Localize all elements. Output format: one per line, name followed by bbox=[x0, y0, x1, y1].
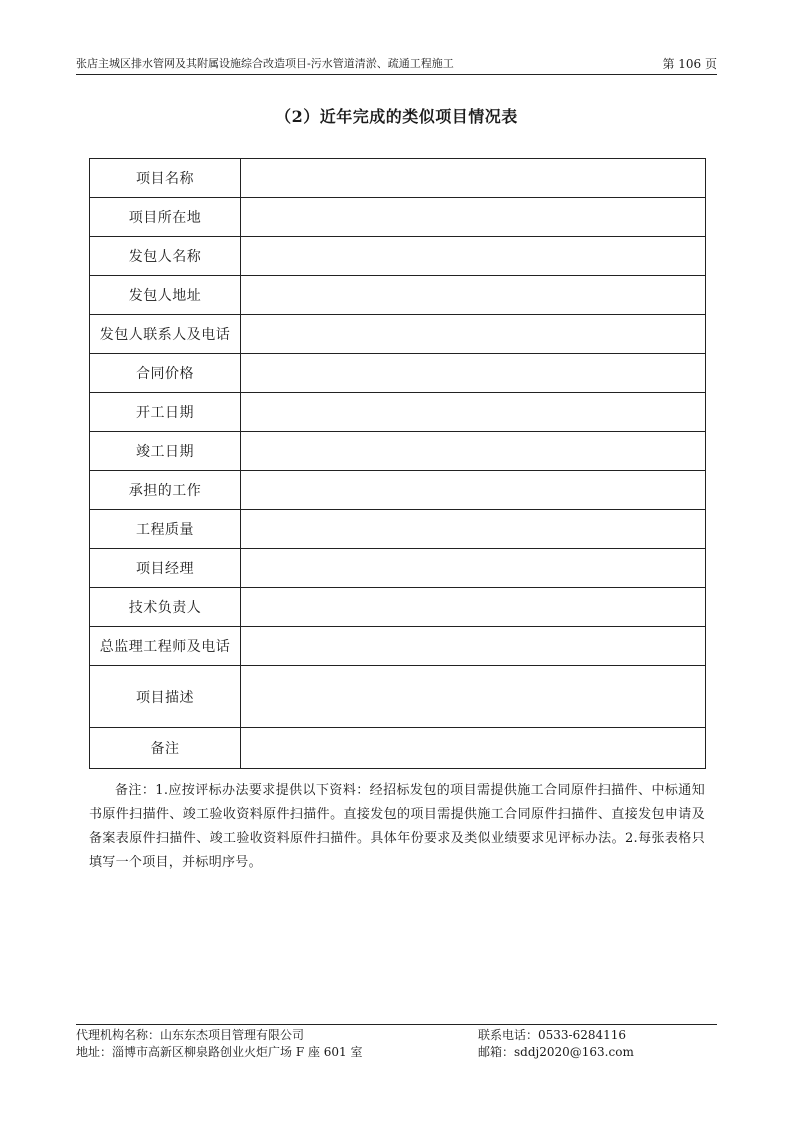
page-header bbox=[76, 56, 717, 75]
row-label-chief-supervisor: 总监理工程师及电话 bbox=[90, 627, 241, 666]
row-label-quality: 工程质量 bbox=[90, 510, 241, 549]
remarks-note: 备注：1.应按评标办法要求提供以下资料：经招标发包的项目需提供施工合同原件扫描件、中标通知书原件扫描件、竣工验收资料原件扫描件。直接发包的项目需提供施工合同原件扫描件、直接发包申请及备案表原件扫描件、竣工验收资料原件扫描件。具体年份要求及类似业绩要求见评标办法。2.每张表格只填写一个项目，并标明序号。 bbox=[89, 783, 705, 870]
document-title: （2）近年完成的类似项目情况表 bbox=[275, 107, 518, 126]
row-label-employer-name: 发包人名称 bbox=[90, 237, 241, 276]
footer-address: 地址：淄博市高新区柳泉路创业火炬广场 F 座 601 室 bbox=[76, 1045, 363, 1059]
row-label-project-manager: 项目经理 bbox=[90, 549, 241, 588]
row-label-technical-lead: 技术负责人 bbox=[90, 588, 241, 627]
table-row bbox=[90, 666, 706, 728]
table-row bbox=[90, 588, 706, 627]
footer-phone: 联系电话：0533-6284116 bbox=[478, 1028, 627, 1042]
row-value-contract-price bbox=[241, 354, 706, 393]
row-label-start-date: 开工日期 bbox=[90, 393, 241, 432]
row-value-start-date bbox=[241, 393, 706, 432]
row-label-employer-address: 发包人地址 bbox=[90, 276, 241, 315]
table-row bbox=[90, 627, 706, 666]
footer-divider bbox=[76, 1024, 717, 1025]
row-value-project-location bbox=[241, 198, 706, 237]
table-row bbox=[90, 510, 706, 549]
row-value-employer-contact bbox=[241, 315, 706, 354]
row-label-project-description: 项目描述 bbox=[90, 666, 241, 728]
table-row bbox=[90, 549, 706, 588]
row-label-remarks: 备注 bbox=[90, 728, 241, 769]
header-project-title: 张店主城区排水管网及其附属设施综合改造项目-污水管道清淤、疏通工程施工 bbox=[76, 57, 454, 70]
header-page-number: 第 106 页 bbox=[662, 57, 717, 71]
row-value-completion-date bbox=[241, 432, 706, 471]
table-row bbox=[90, 237, 706, 276]
table-row bbox=[90, 198, 706, 237]
row-label-employer-contact: 发包人联系人及电话 bbox=[90, 315, 241, 354]
similar-projects-table bbox=[89, 158, 706, 769]
table-row bbox=[90, 432, 706, 471]
row-label-completion-date: 竣工日期 bbox=[90, 432, 241, 471]
row-label-project-location: 项目所在地 bbox=[90, 198, 241, 237]
table-row bbox=[90, 276, 706, 315]
footer-email: 邮箱：sddj2020@163.com bbox=[478, 1045, 634, 1059]
row-value-employer-address bbox=[241, 276, 706, 315]
table-row bbox=[90, 354, 706, 393]
row-value-remarks bbox=[241, 728, 706, 769]
row-value-quality bbox=[241, 510, 706, 549]
table-row bbox=[90, 471, 706, 510]
table-row bbox=[90, 393, 706, 432]
row-value-employer-name bbox=[241, 237, 706, 276]
row-label-project-name: 项目名称 bbox=[90, 159, 241, 198]
row-value-project-name bbox=[241, 159, 706, 198]
row-value-project-manager bbox=[241, 549, 706, 588]
row-value-chief-supervisor bbox=[241, 627, 706, 666]
table-row bbox=[90, 159, 706, 198]
row-value-technical-lead bbox=[241, 588, 706, 627]
table-row bbox=[90, 728, 706, 769]
row-value-project-description bbox=[241, 666, 706, 728]
row-label-contract-price: 合同价格 bbox=[90, 354, 241, 393]
row-label-work-undertaken: 承担的工作 bbox=[90, 471, 241, 510]
footer-agency: 代理机构名称：山东东杰项目管理有限公司 bbox=[76, 1028, 305, 1042]
row-value-work-undertaken bbox=[241, 471, 706, 510]
table-row bbox=[90, 315, 706, 354]
